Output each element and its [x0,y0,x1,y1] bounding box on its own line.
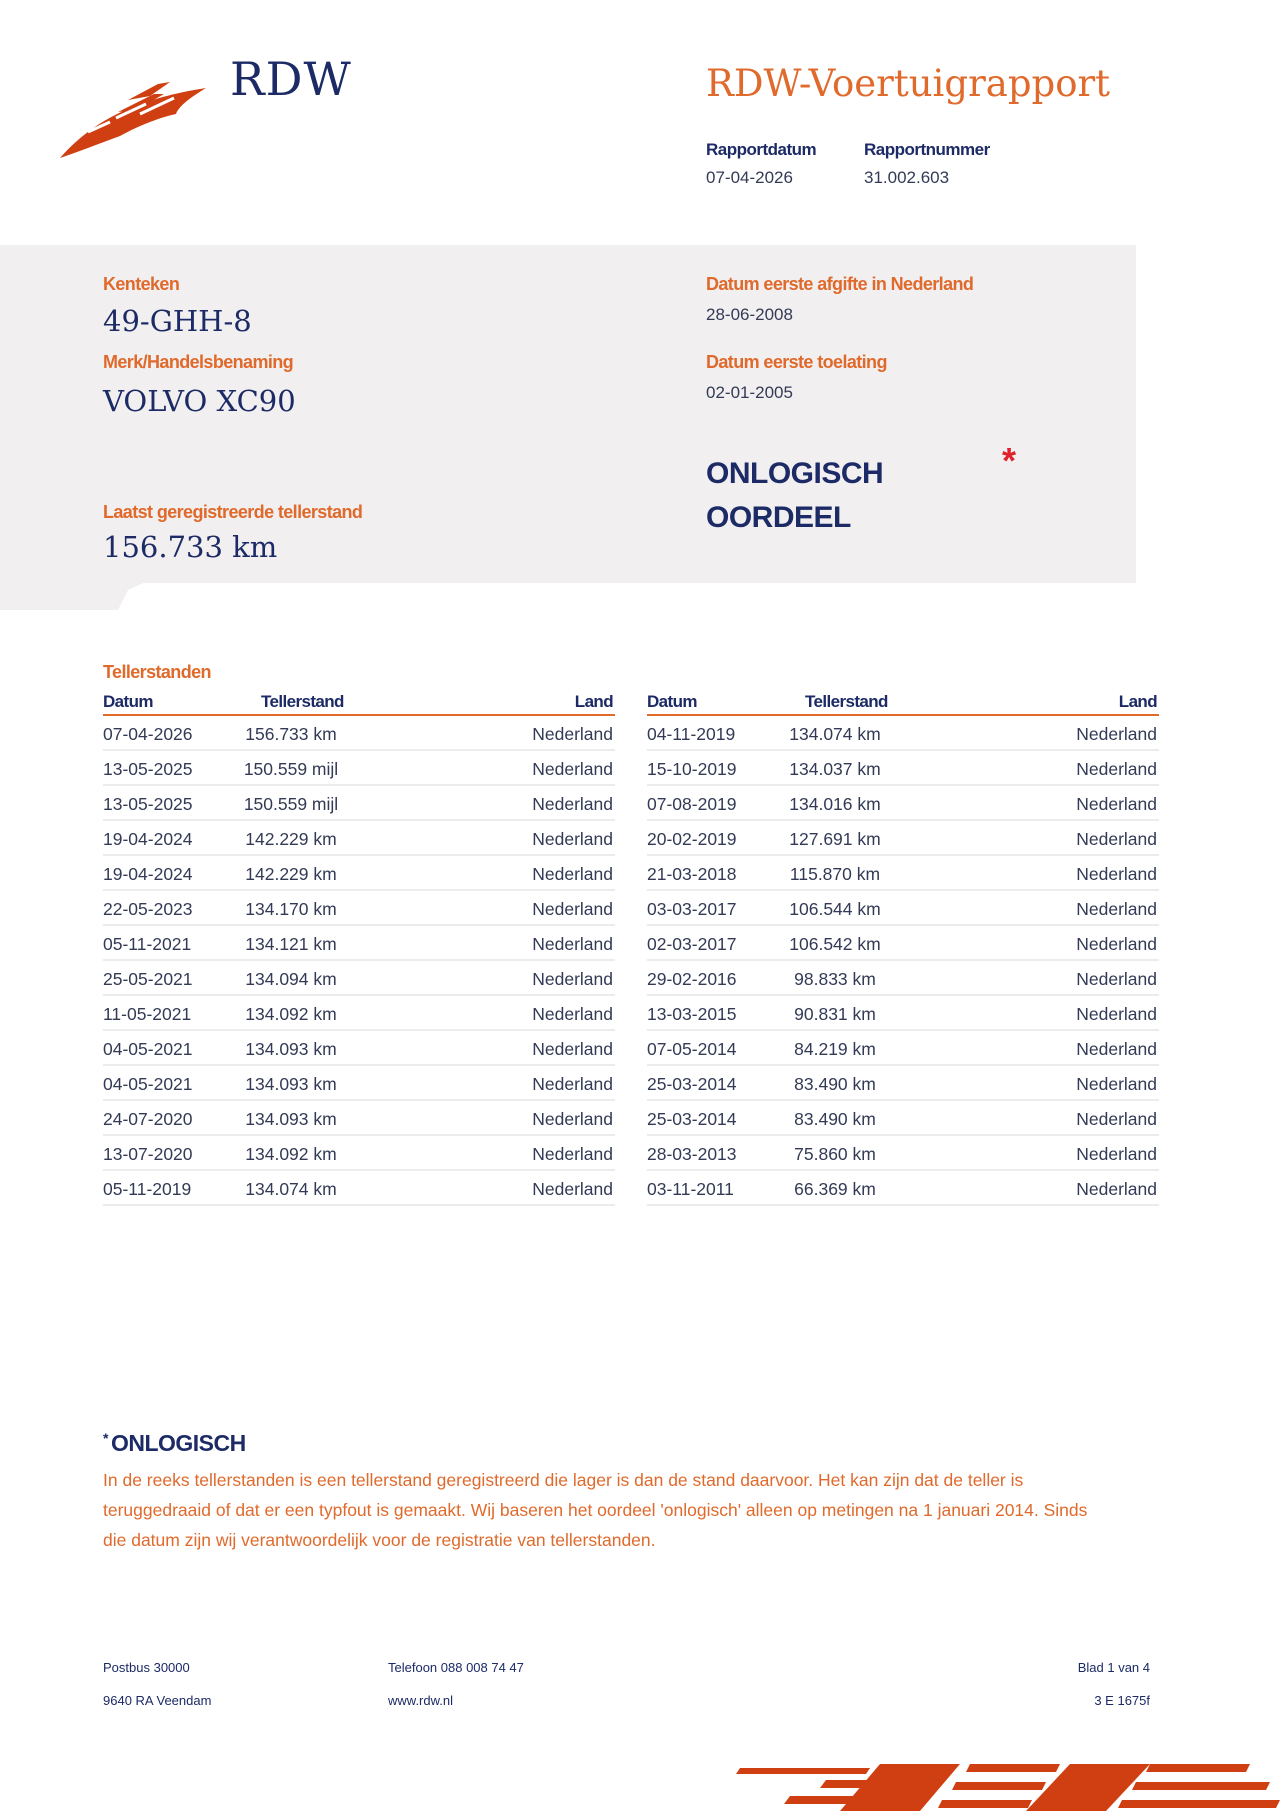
col-land-header: Land [574,692,613,711]
reading-km: 134.170 km [245,899,337,919]
reading-land: Nederland [1076,1179,1157,1199]
footnote-title-text: ONLOGISCH [110,1430,246,1456]
reading-km: 66.369 km [794,1179,876,1199]
table-row [647,1171,1159,1206]
reading-km: 134.074 km [245,1179,337,1199]
table-row [103,1171,615,1206]
reading-km: 134.093 km [245,1039,337,1059]
table-row [103,996,615,1031]
report-date: 07-04-2026 [706,168,793,187]
reading-km: 134.093 km [245,1109,337,1129]
first-admission-label: Datum eerste toelating [706,352,887,372]
brand-name: RDW [230,52,352,106]
reading-land: Nederland [532,864,613,884]
reading-km: 115.870 km [789,864,881,884]
reading-date: 25-03-2014 [647,1109,737,1129]
reading-date: 07-04-2026 [103,724,193,744]
reading-date: 07-05-2014 [647,1039,737,1059]
table-row [103,1136,615,1171]
verdict-line-2: OORDEEL [706,501,851,534]
reading-land: Nederland [532,969,613,989]
table-row [647,786,1159,821]
reading-land: Nederland [532,759,613,779]
reading-land: Nederland [1076,724,1157,744]
reading-date: 11-05-2021 [103,1004,192,1024]
table-row [647,1101,1159,1136]
col-date-header: Datum [647,692,697,711]
reading-km: 75.860 km [794,1144,876,1164]
reading-km: 134.092 km [245,1004,337,1024]
reading-km: 134.092 km [245,1144,337,1164]
report-title: RDW-Voertuigrapport [706,62,1111,105]
footer-address-line1: Postbus 30000 [103,1660,190,1675]
table-row [647,996,1159,1031]
reading-km: 142.229 km [245,864,337,884]
table-row [647,1066,1159,1101]
reading-date: 03-03-2017 [647,899,737,919]
reading-km: 98.833 km [794,969,876,989]
reading-km: 83.490 km [794,1109,876,1129]
reading-land: Nederland [1076,794,1157,814]
readings-table-left [103,690,615,1206]
report-date-label: Rapportdatum [706,140,817,159]
decorative-stripes-icon [730,1756,1280,1811]
table-row [103,1066,615,1101]
reading-date: 04-05-2021 [103,1074,193,1094]
reading-land: Nederland [1076,934,1157,954]
odometer-verdict [706,452,883,540]
reading-land: Nederland [1076,759,1157,779]
table-row [647,1136,1159,1171]
reading-land: Nederland [532,724,613,744]
reading-date: 04-05-2021 [103,1039,193,1059]
table-row [647,891,1159,926]
reading-land: Nederland [532,1109,613,1129]
reading-date: 02-03-2017 [647,934,737,954]
table-row [103,716,615,751]
table-row [647,926,1159,961]
reading-km: 134.094 km [245,969,337,989]
reading-date: 15-10-2019 [647,759,737,779]
reading-km: 142.229 km [245,829,337,849]
reading-land: Nederland [1076,1039,1157,1059]
reading-date: 22-05-2023 [103,899,193,919]
reading-km: 134.037 km [789,759,881,779]
reading-date: 07-08-2019 [647,794,737,814]
reading-km: 90.831 km [794,1004,876,1024]
reading-km: 134.093 km [245,1074,337,1094]
odometer-value: 156.733 km [103,530,278,564]
table-row [103,856,615,891]
reading-land: Nederland [1076,969,1157,989]
reading-land: Nederland [532,1179,613,1199]
first-nl-value: 28-06-2008 [706,305,793,324]
table-row [103,1031,615,1066]
reading-km: 134.121 km [245,934,337,954]
reading-date: 25-05-2021 [103,969,193,989]
reading-land: Nederland [532,934,613,954]
table-row [103,751,615,786]
col-land-header: Land [1118,692,1157,711]
table-row [103,1101,615,1136]
reading-land: Nederland [532,899,613,919]
make-value: VOLVO XC90 [103,384,296,418]
reading-km: 106.542 km [789,934,881,954]
footnote-text: In de reeks tellerstanden is een tellerstand geregistreerd die lager is dan de stand daarvoor. Het kan zijn dat de teller is teruggedraaid of dat er een typfout is gemaakt. Wij baseren het oordeel 'onlogisch' alleen op metingen na 1 januari 2014. Sinds die datum zijn wij verantwoordelijk voor de registratie van tellerstanden. [103,1470,1088,1550]
reading-km: 106.544 km [789,899,881,919]
reading-km: 150.559 mijl [243,759,339,779]
reading-date: 13-05-2025 [103,794,193,814]
reading-date: 19-04-2024 [103,829,193,849]
table-row [103,926,615,961]
reading-date: 19-04-2024 [103,864,193,884]
reading-date: 13-05-2025 [103,759,193,779]
table-row [103,786,615,821]
reading-land: Nederland [1076,1004,1157,1024]
reading-date: 28-03-2013 [647,1144,737,1164]
col-km-header: Tellerstand [261,692,344,711]
table-row [647,751,1159,786]
reading-km: 127.691 km [789,829,881,849]
odometer-label: Laatst geregistreerde tellerstand [103,502,363,522]
reading-date: 13-03-2015 [647,1004,737,1024]
reading-land: Nederland [532,1144,613,1164]
reading-km: 84.219 km [794,1039,876,1059]
reading-date: 29-02-2016 [647,969,737,989]
footer-website[interactable]: www.rdw.nl [388,1693,454,1708]
footer-phone: Telefoon 088 008 74 47 [388,1660,524,1675]
verdict-asterisk: * [1002,440,1017,481]
report-number: 31.002.603 [864,168,950,187]
reading-km: 83.490 km [794,1074,876,1094]
reading-land: Nederland [1076,899,1157,919]
readings-title: Tellerstanden [103,662,211,682]
make-label: Merk/Handelsbenaming [103,352,294,372]
table-row [647,716,1159,751]
readings-table-right [647,690,1159,1206]
first-admission-value: 02-01-2005 [706,383,793,402]
reading-km: 156.733 km [245,724,337,744]
reading-land: Nederland [532,1074,613,1094]
reading-land: Nederland [1076,1074,1157,1094]
plate-value: 49-GHH-8 [103,304,252,338]
reading-km: 134.074 km [789,724,881,744]
first-nl-label: Datum eerste afgifte in Nederland [706,274,974,294]
reading-date: 05-11-2019 [103,1179,192,1199]
table-row [103,961,615,996]
footer-address-line2: 9640 RA Veendam [103,1693,212,1708]
table-row [647,856,1159,891]
reading-land: Nederland [532,1004,613,1024]
table-row [103,821,615,856]
table-header [103,690,615,716]
table-header [647,690,1159,716]
reading-date: 13-07-2020 [103,1144,193,1164]
report-number-label: Rapportnummer [864,140,990,159]
plate-label: Kenteken [103,274,180,294]
reading-land: Nederland [532,794,613,814]
table-row [647,1031,1159,1066]
reading-km: 150.559 mijl [243,794,339,814]
verdict-line-1: ONLOGISCH [706,457,884,490]
reading-date: 04-11-2019 [647,724,736,744]
reading-land: Nederland [532,1039,613,1059]
reading-land: Nederland [532,829,613,849]
panel-tail-shape [0,580,150,610]
table-row [647,961,1159,996]
reading-date: 24-07-2020 [103,1109,193,1129]
reading-date: 21-03-2018 [647,864,737,884]
reading-land: Nederland [1076,1109,1157,1129]
reading-date: 05-11-2021 [103,934,192,954]
reading-date: 03-11-2011 [647,1179,734,1199]
reading-km: 134.016 km [789,794,881,814]
reading-date: 20-02-2019 [647,829,737,849]
footer-doc-code: 3 E 1675f [1094,1693,1150,1708]
footnote-asterisk: * [103,1430,108,1446]
reading-land: Nederland [1076,829,1157,849]
col-km-header: Tellerstand [805,692,888,711]
col-date-header: Datum [103,692,153,711]
table-row [103,891,615,926]
reading-land: Nederland [1076,864,1157,884]
footer-page-number: Blad 1 van 4 [1077,1660,1150,1675]
table-row [647,821,1159,856]
reading-date: 25-03-2014 [647,1074,737,1094]
rdw-logo-icon [58,78,208,160]
reading-land: Nederland [1076,1144,1157,1164]
footnote-title [103,1430,246,1457]
